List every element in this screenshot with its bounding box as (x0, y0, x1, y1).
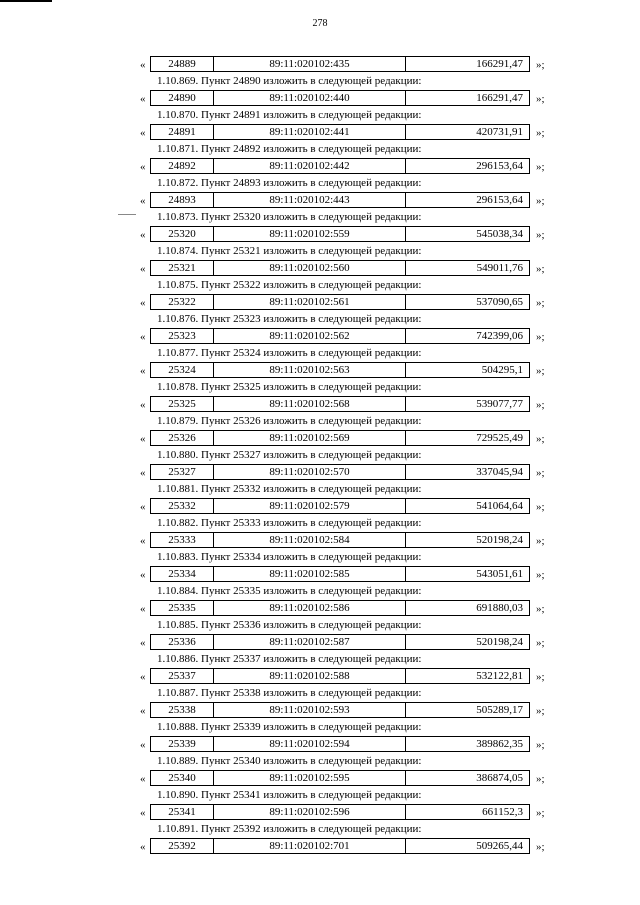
item-number-cell: 25340 (151, 771, 214, 785)
instruction-line (0, 311, 640, 328)
row-box (150, 362, 530, 378)
open-quote: « (140, 671, 146, 683)
instruction-line (0, 413, 640, 430)
item-number-cell: 25339 (151, 737, 214, 751)
value-cell: 389862,35 (476, 738, 523, 750)
instruction-line (0, 107, 640, 124)
table-row (0, 838, 640, 855)
instruction-line (0, 73, 640, 90)
close-quote: »; (536, 705, 545, 717)
open-quote: « (140, 127, 146, 139)
instruction-text: 1.10.874. Пункт 25321 изложить в следующей редакции: (157, 245, 422, 257)
open-quote: « (140, 331, 146, 343)
row-box (150, 260, 530, 276)
table-row (0, 56, 640, 73)
cadastral-number-cell: 89:11:020102:595 (214, 771, 406, 785)
cadastral-number-cell: 89:11:020102:588 (214, 669, 406, 683)
close-quote: »; (536, 297, 545, 309)
open-quote: « (140, 637, 146, 649)
value-cell: 386874,05 (476, 772, 523, 784)
instruction-line (0, 787, 640, 804)
table-row (0, 464, 640, 481)
cadastral-number-cell: 89:11:020102:570 (214, 465, 406, 479)
close-quote: »; (536, 161, 545, 173)
table-row (0, 226, 640, 243)
item-number-cell: 25341 (151, 805, 214, 819)
cadastral-number-cell: 89:11:020102:596 (214, 805, 406, 819)
instruction-line (0, 345, 640, 362)
cadastral-number-cell: 89:11:020102:594 (214, 737, 406, 751)
instruction-text: 1.10.878. Пункт 25325 изложить в следующей редакции: (157, 381, 422, 393)
item-number-cell: 25333 (151, 533, 214, 547)
item-number-cell: 25338 (151, 703, 214, 717)
instruction-text: 1.10.875. Пункт 25322 изложить в следующей редакции: (157, 279, 422, 291)
close-quote: »; (536, 93, 545, 105)
item-number-cell: 25325 (151, 397, 214, 411)
table-row (0, 396, 640, 413)
instruction-text: 1.10.876. Пункт 25323 изложить в следующей редакции: (157, 313, 422, 325)
instruction-text: 1.10.888. Пункт 25339 изложить в следующей редакции: (157, 721, 422, 733)
value-cell: 509265,44 (476, 840, 523, 852)
open-quote: « (140, 195, 146, 207)
instruction-text: 1.10.883. Пункт 25334 изложить в следующей редакции: (157, 551, 422, 563)
row-box (150, 124, 530, 140)
close-quote: »; (536, 127, 545, 139)
row-box (150, 90, 530, 106)
table-row (0, 532, 640, 549)
value-cell: 742399,06 (476, 330, 523, 342)
document-body (0, 56, 640, 855)
open-quote: « (140, 365, 146, 377)
close-quote: »; (536, 807, 545, 819)
value-cell: 504295,1 (481, 364, 523, 376)
table-row (0, 328, 640, 345)
row-box (150, 226, 530, 242)
open-quote: « (140, 841, 146, 853)
open-quote: « (140, 399, 146, 411)
table-row (0, 600, 640, 617)
value-cell: 166291,47 (476, 92, 523, 104)
instruction-text: 1.10.890. Пункт 25341 изложить в следующей редакции: (157, 789, 422, 801)
table-row (0, 498, 640, 515)
open-quote: « (140, 161, 146, 173)
cadastral-number-cell: 89:11:020102:441 (214, 125, 406, 139)
item-number-cell: 25334 (151, 567, 214, 581)
instruction-line (0, 243, 640, 260)
close-quote: »; (536, 365, 545, 377)
close-quote: »; (536, 263, 545, 275)
instruction-text: 1.10.882. Пункт 25333 изложить в следующей редакции: (157, 517, 422, 529)
row-box (150, 702, 530, 718)
row-box (150, 668, 530, 684)
cadastral-number-cell: 89:11:020102:701 (214, 839, 406, 853)
item-number-cell: 25320 (151, 227, 214, 241)
close-quote: »; (536, 467, 545, 479)
item-number-cell: 25326 (151, 431, 214, 445)
row-box (150, 634, 530, 650)
value-cell: 661152,3 (482, 806, 523, 818)
close-quote: »; (536, 603, 545, 615)
cadastral-number-cell: 89:11:020102:560 (214, 261, 406, 275)
value-cell: 520198,24 (476, 636, 523, 648)
page-number: 278 (312, 18, 328, 29)
row-box (150, 464, 530, 480)
instruction-line (0, 583, 640, 600)
instruction-line (0, 617, 640, 634)
table-row (0, 192, 640, 209)
table-row (0, 362, 640, 379)
value-cell: 420731,91 (476, 126, 523, 138)
open-quote: « (140, 773, 146, 785)
cadastral-number-cell: 89:11:020102:584 (214, 533, 406, 547)
close-quote: »; (536, 59, 545, 71)
instruction-text: 1.10.879. Пункт 25326 изложить в следующей редакции: (157, 415, 422, 427)
table-row (0, 294, 640, 311)
item-number-cell: 25323 (151, 329, 214, 343)
cadastral-number-cell: 89:11:020102:593 (214, 703, 406, 717)
cadastral-number-cell: 89:11:020102:442 (214, 159, 406, 173)
row-box (150, 498, 530, 514)
close-quote: »; (536, 501, 545, 513)
cadastral-number-cell: 89:11:020102:561 (214, 295, 406, 309)
item-number-cell: 25321 (151, 261, 214, 275)
open-quote: « (140, 603, 146, 615)
instruction-text: 1.10.869. Пункт 24890 изложить в следующей редакции: (157, 75, 422, 87)
instruction-line (0, 447, 640, 464)
table-row (0, 668, 640, 685)
top-rule (0, 0, 52, 2)
instruction-text: 1.10.873. Пункт 25320 изложить в следующей редакции: (157, 211, 422, 223)
value-cell: 691880,03 (476, 602, 523, 614)
item-number-cell: 24893 (151, 193, 214, 207)
instruction-line (0, 685, 640, 702)
cadastral-number-cell: 89:11:020102:440 (214, 91, 406, 105)
table-row (0, 430, 640, 447)
value-cell: 539077,77 (476, 398, 523, 410)
value-cell: 505289,17 (476, 704, 523, 716)
instruction-line (0, 141, 640, 158)
instruction-text: 1.10.871. Пункт 24892 изложить в следующей редакции: (157, 143, 422, 155)
table-row (0, 770, 640, 787)
cadastral-number-cell: 89:11:020102:569 (214, 431, 406, 445)
row-box (150, 600, 530, 616)
table-row (0, 260, 640, 277)
open-quote: « (140, 501, 146, 513)
table-row (0, 124, 640, 141)
row-box (150, 192, 530, 208)
cadastral-number-cell: 89:11:020102:586 (214, 601, 406, 615)
open-quote: « (140, 229, 146, 241)
open-quote: « (140, 433, 146, 445)
close-quote: »; (536, 195, 545, 207)
value-cell: 729525,49 (476, 432, 523, 444)
table-row (0, 804, 640, 821)
item-number-cell: 24889 (151, 57, 214, 71)
close-quote: »; (536, 331, 545, 343)
instruction-line (0, 515, 640, 532)
table-row (0, 736, 640, 753)
cadastral-number-cell: 89:11:020102:562 (214, 329, 406, 343)
cadastral-number-cell: 89:11:020102:579 (214, 499, 406, 513)
close-quote: »; (536, 773, 545, 785)
value-cell: 337045,94 (476, 466, 523, 478)
row-box (150, 804, 530, 820)
close-quote: »; (536, 433, 545, 445)
instruction-text: 1.10.880. Пункт 25327 изложить в следующей редакции: (157, 449, 422, 461)
instruction-text: 1.10.889. Пункт 25340 изложить в следующей редакции: (157, 755, 422, 767)
instruction-text: 1.10.886. Пункт 25337 изложить в следующей редакции: (157, 653, 422, 665)
close-quote: »; (536, 229, 545, 241)
cadastral-number-cell: 89:11:020102:587 (214, 635, 406, 649)
open-quote: « (140, 297, 146, 309)
item-number-cell: 24891 (151, 125, 214, 139)
cadastral-number-cell: 89:11:020102:568 (214, 397, 406, 411)
instruction-line (0, 175, 640, 192)
instruction-line (0, 481, 640, 498)
instruction-line (0, 821, 640, 838)
open-quote: « (140, 263, 146, 275)
table-row (0, 702, 640, 719)
instruction-line (0, 549, 640, 566)
row-box (150, 158, 530, 174)
close-quote: »; (536, 535, 545, 547)
table-row (0, 90, 640, 107)
item-number-cell: 24892 (151, 159, 214, 173)
instruction-text: 1.10.881. Пункт 25332 изложить в следующей редакции: (157, 483, 422, 495)
value-cell: 541064,64 (476, 500, 523, 512)
value-cell: 296153,64 (476, 160, 523, 172)
instruction-text: 1.10.885. Пункт 25336 изложить в следующей редакции: (157, 619, 422, 631)
close-quote: »; (536, 399, 545, 411)
value-cell: 296153,64 (476, 194, 523, 206)
cadastral-number-cell: 89:11:020102:585 (214, 567, 406, 581)
row-box (150, 770, 530, 786)
value-cell: 166291,47 (476, 58, 523, 70)
open-quote: « (140, 807, 146, 819)
item-number-cell: 24890 (151, 91, 214, 105)
row-box (150, 838, 530, 854)
instruction-line (0, 209, 640, 226)
cadastral-number-cell: 89:11:020102:559 (214, 227, 406, 241)
instruction-line (0, 719, 640, 736)
instruction-text: 1.10.872. Пункт 24893 изложить в следующей редакции: (157, 177, 422, 189)
row-box (150, 532, 530, 548)
open-quote: « (140, 569, 146, 581)
close-quote: »; (536, 841, 545, 853)
row-box (150, 396, 530, 412)
row-box (150, 430, 530, 446)
instruction-text: 1.10.877. Пункт 25324 изложить в следующей редакции: (157, 347, 422, 359)
item-number-cell: 25327 (151, 465, 214, 479)
row-box (150, 566, 530, 582)
table-row (0, 634, 640, 651)
table-row (0, 158, 640, 175)
cadastral-number-cell: 89:11:020102:435 (214, 57, 406, 71)
cadastral-number-cell: 89:11:020102:563 (214, 363, 406, 377)
item-number-cell: 25322 (151, 295, 214, 309)
close-quote: »; (536, 671, 545, 683)
open-quote: « (140, 467, 146, 479)
value-cell: 532122,81 (476, 670, 523, 682)
row-box (150, 56, 530, 72)
open-quote: « (140, 93, 146, 105)
value-cell: 537090,65 (476, 296, 523, 308)
row-box (150, 294, 530, 310)
item-number-cell: 25337 (151, 669, 214, 683)
value-cell: 545038,34 (476, 228, 523, 240)
item-number-cell: 25332 (151, 499, 214, 513)
close-quote: »; (536, 739, 545, 751)
value-cell: 543051,61 (476, 568, 523, 580)
row-box (150, 328, 530, 344)
instruction-line (0, 753, 640, 770)
instruction-text: 1.10.884. Пункт 25335 изложить в следующей редакции: (157, 585, 422, 597)
row-box (150, 736, 530, 752)
close-quote: »; (536, 637, 545, 649)
open-quote: « (140, 705, 146, 717)
value-cell: 549011,76 (476, 262, 523, 274)
instruction-line (0, 651, 640, 668)
open-quote: « (140, 59, 146, 71)
instruction-text: 1.10.887. Пункт 25338 изложить в следующей редакции: (157, 687, 422, 699)
item-number-cell: 25324 (151, 363, 214, 377)
item-number-cell: 25392 (151, 839, 214, 853)
value-cell: 520198,24 (476, 534, 523, 546)
cadastral-number-cell: 89:11:020102:443 (214, 193, 406, 207)
instruction-line (0, 379, 640, 396)
open-quote: « (140, 739, 146, 751)
close-quote: »; (536, 569, 545, 581)
instruction-line (0, 277, 640, 294)
item-number-cell: 25335 (151, 601, 214, 615)
instruction-text: 1.10.891. Пункт 25392 изложить в следующей редакции: (157, 823, 422, 835)
table-row (0, 566, 640, 583)
open-quote: « (140, 535, 146, 547)
instruction-text: 1.10.870. Пункт 24891 изложить в следующей редакции: (157, 109, 422, 121)
item-number-cell: 25336 (151, 635, 214, 649)
